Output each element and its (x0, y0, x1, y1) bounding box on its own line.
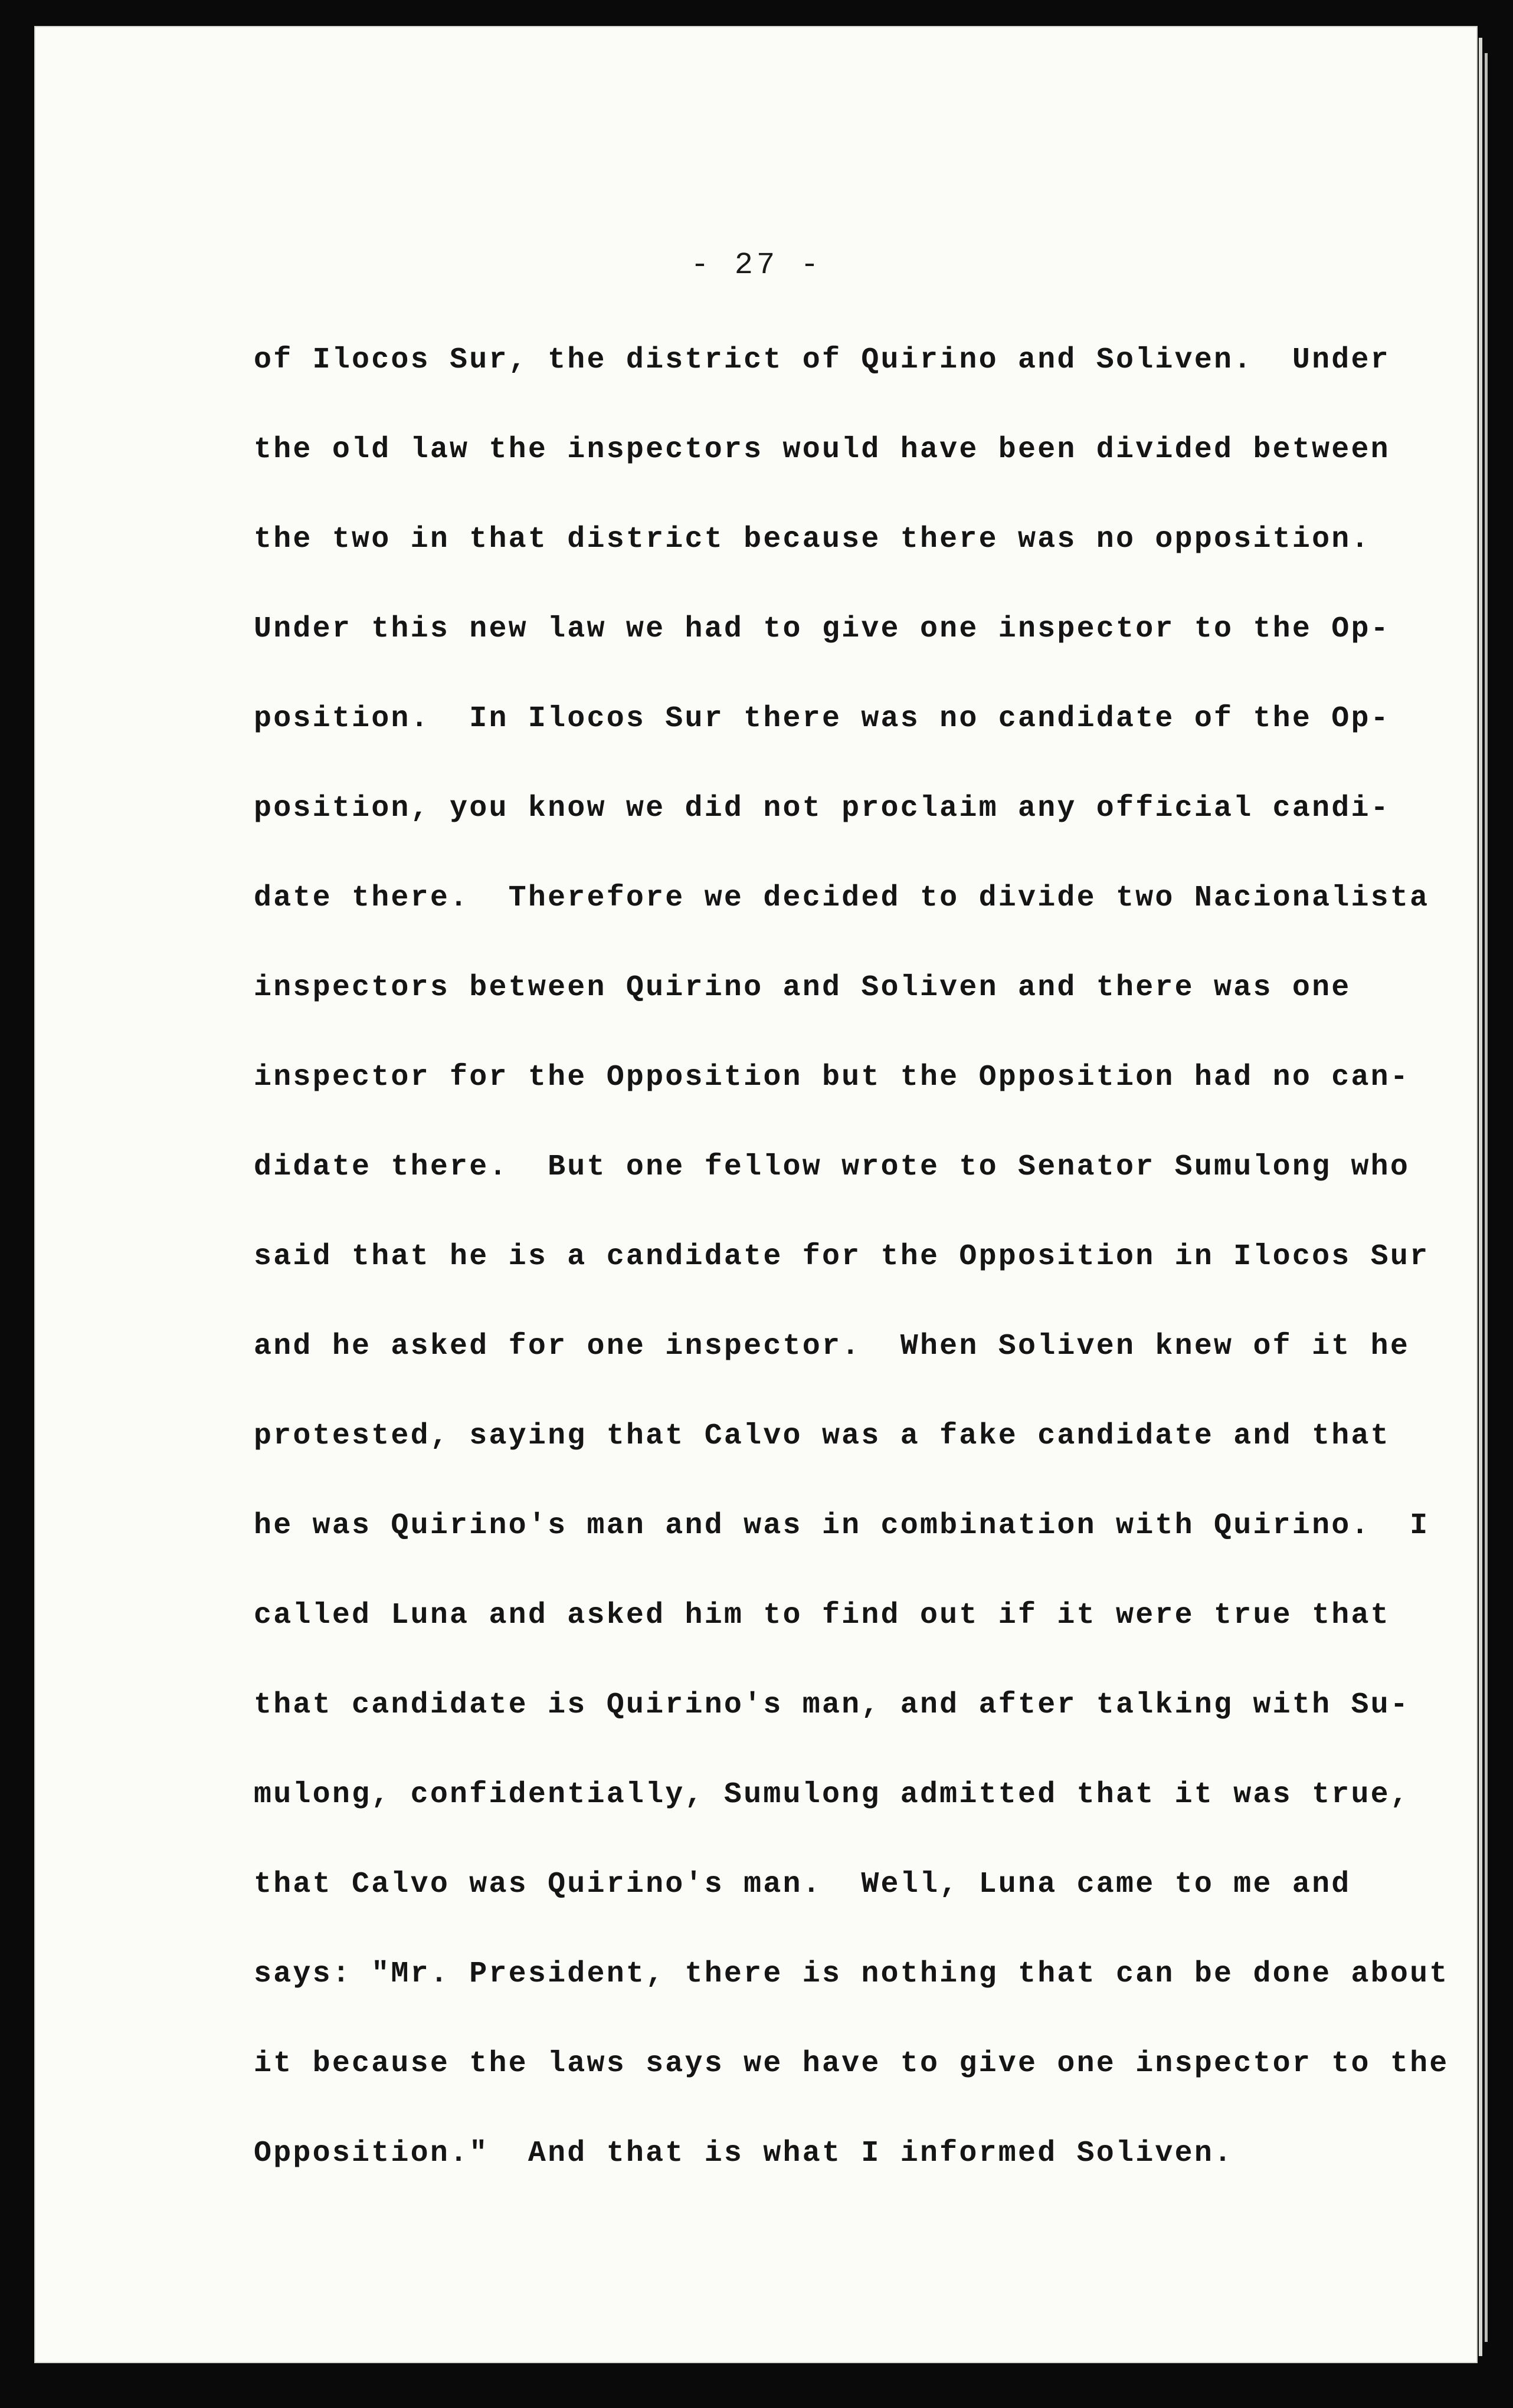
text-line: inspectors between Quirino and Soliven and there was one (254, 971, 1351, 1005)
text-line: called Luna and asked him to find out if it were true that (254, 1599, 1390, 1632)
text-line: Under this new law we had to give one inspector to the Op- (254, 612, 1390, 646)
text-line: protested, saying that Calvo was a fake candidate and that (254, 1419, 1390, 1453)
text-line: that Calvo was Quirino's man. Well, Luna came to me and (254, 1868, 1351, 1901)
text-line: says: "Mr. President, there is nothing that can be done about (254, 1957, 1449, 1991)
text-line: position, you know we did not proclaim any official candi- (254, 792, 1390, 825)
text-line: he was Quirino's man and was in combination with Quirino. I (254, 1509, 1430, 1543)
text-line: date there. Therefore we decided to divide two Nacionalista (254, 881, 1430, 915)
text-line: didate there. But one fellow wrote to Senator Sumulong who (254, 1150, 1410, 1184)
page-number: - 27 - (690, 248, 823, 283)
text-line: and he asked for one inspector. When Soliven knew of it he (254, 1330, 1410, 1363)
text-line: that candidate is Quirino's man, and after talking with Su- (254, 1688, 1410, 1722)
page-edge (1485, 53, 1488, 2342)
text-line: Opposition." And that is what I informed Soliven. (254, 2137, 1234, 2170)
text-line: it because the laws says we have to give one inspector to the (254, 2047, 1449, 2081)
text-line: mulong, confidentially, Sumulong admitted that it was true, (254, 1778, 1410, 1812)
body-text (254, 334, 1449, 2217)
page-edge (1479, 38, 1482, 2356)
text-line: position. In Ilocos Sur there was no candidate of the Op- (254, 702, 1390, 736)
text-line: of Ilocos Sur, the district of Quirino and Soliven. Under (254, 343, 1390, 377)
text-line: said that he is a candidate for the Opposition in Ilocos Sur (254, 1240, 1430, 1274)
text-line: inspector for the Opposition but the Opposition had no can- (254, 1061, 1410, 1094)
text-line: the old law the inspectors would have been divided between (254, 433, 1390, 467)
text-line: the two in that district because there was no opposition. (254, 523, 1371, 556)
